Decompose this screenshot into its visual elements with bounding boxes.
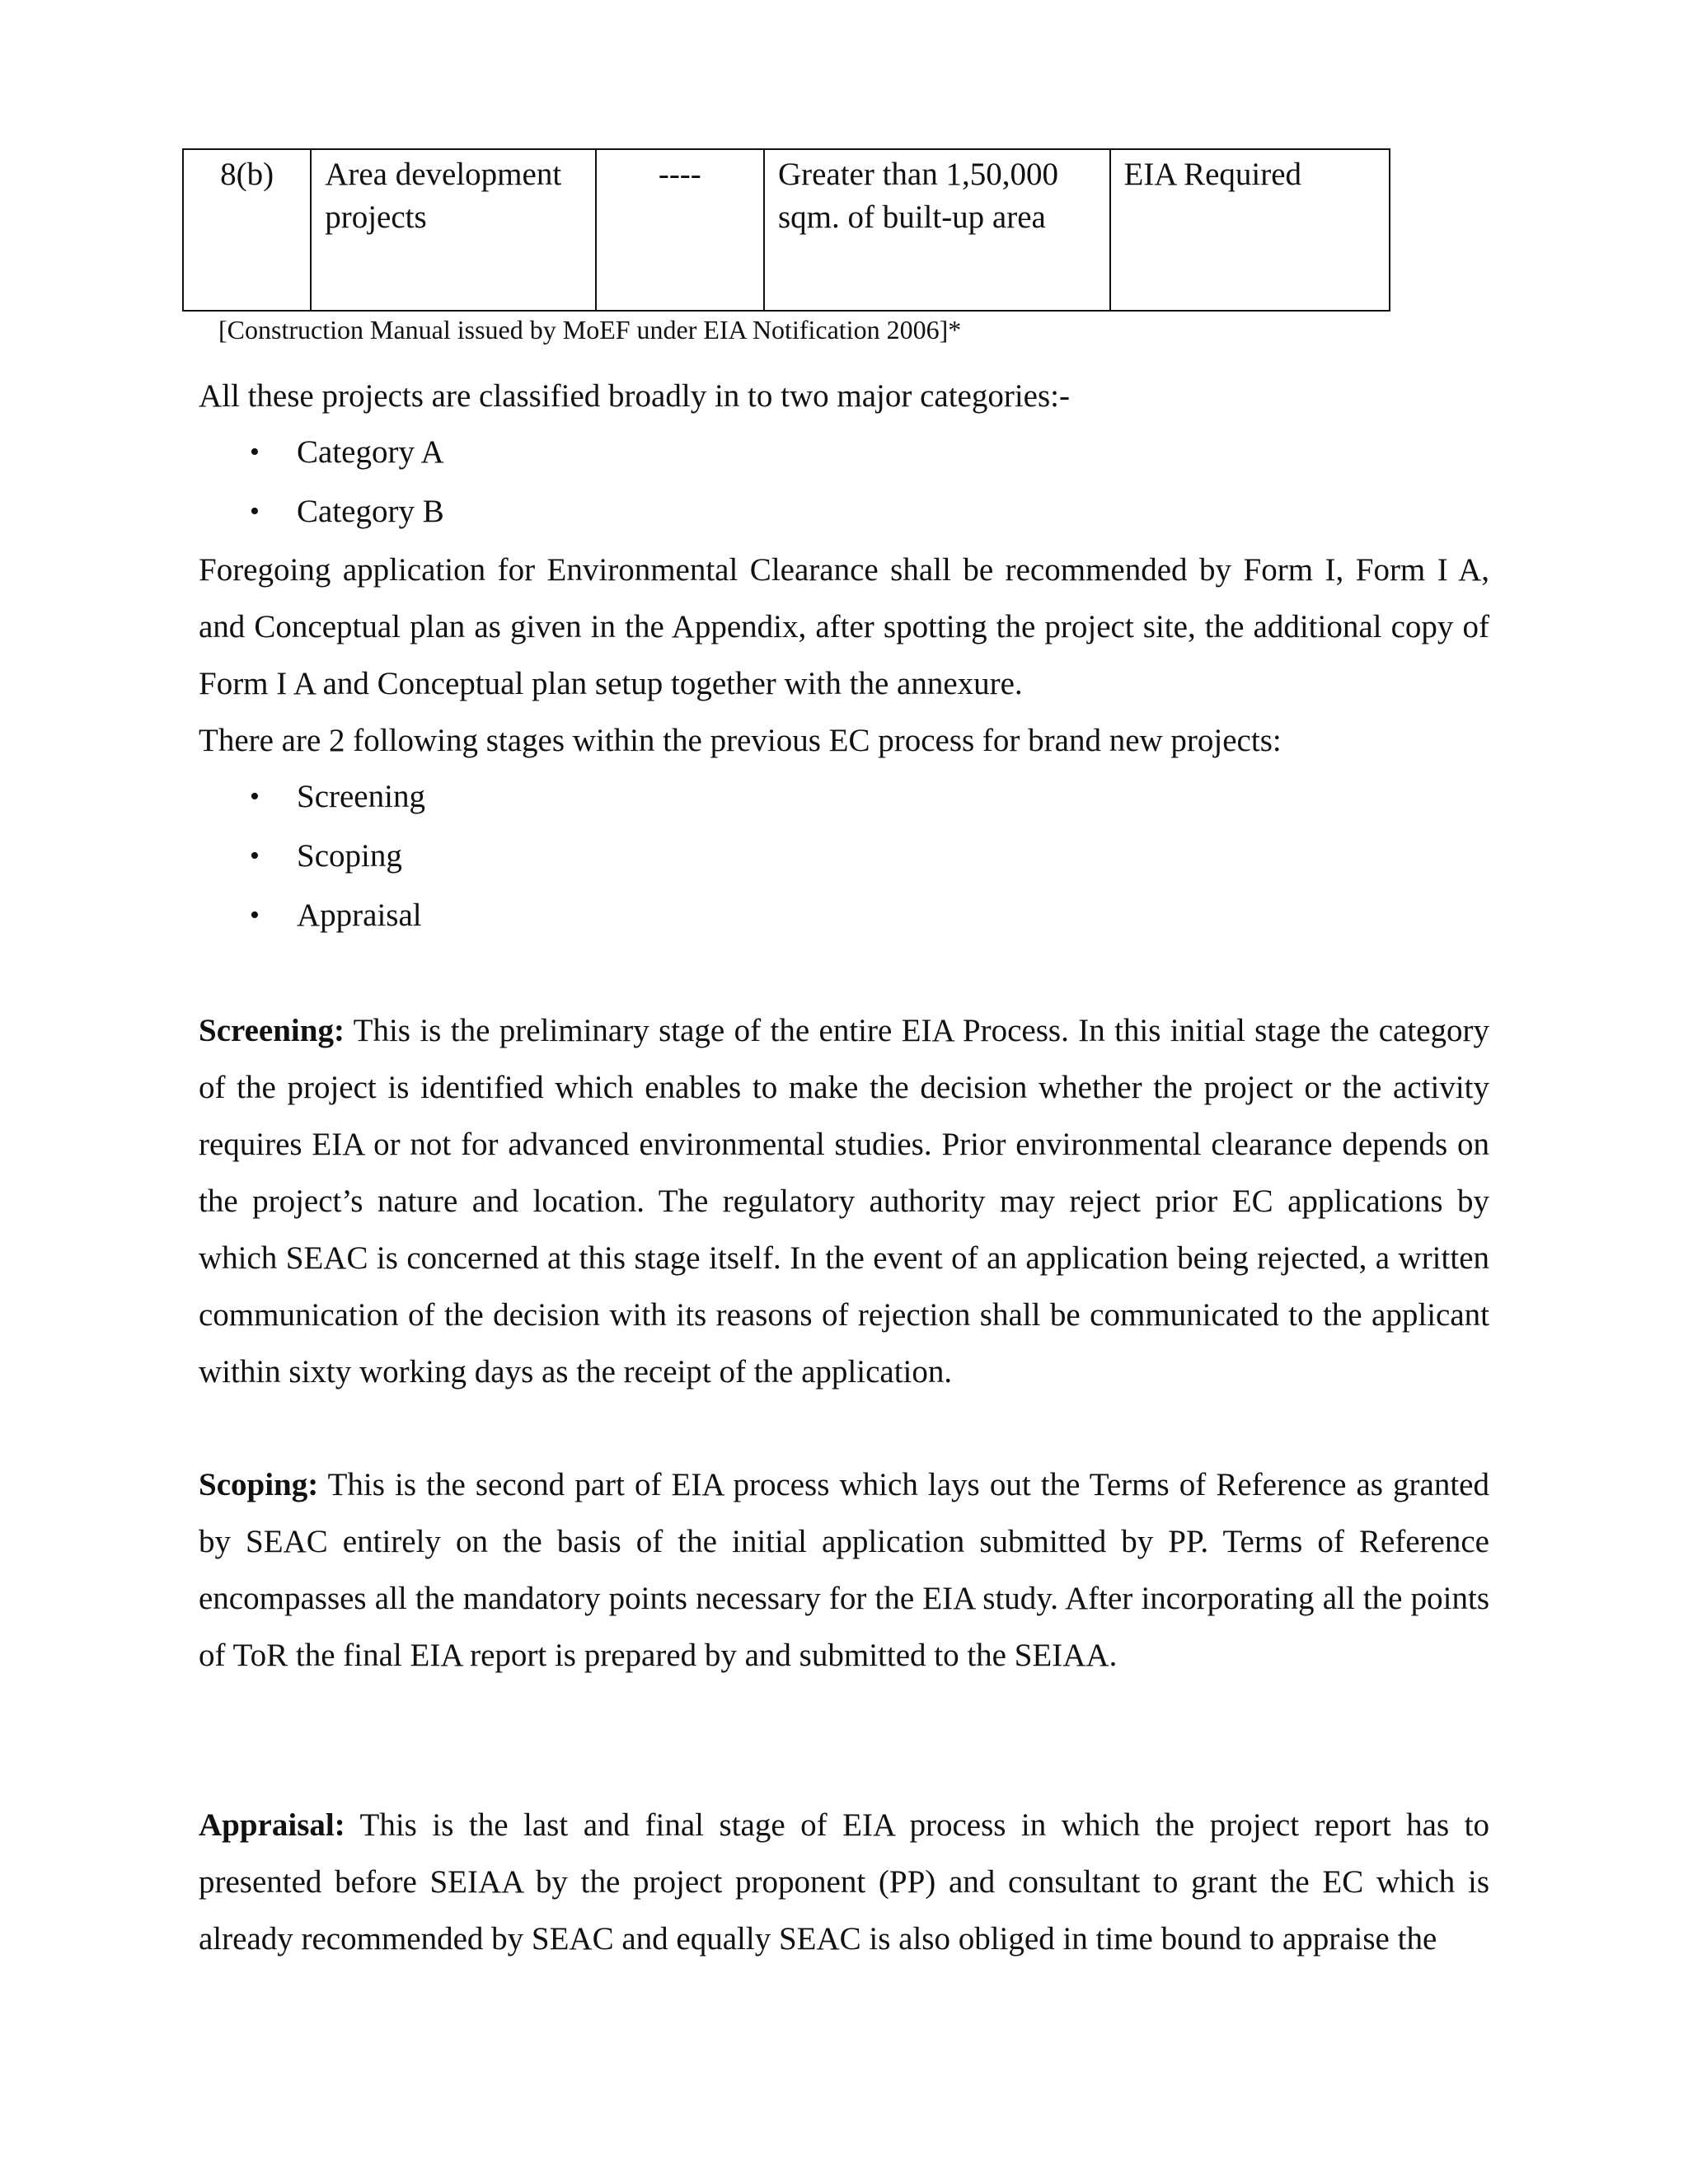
screening-heading: Screening: bbox=[199, 1013, 345, 1048]
application-paragraph: Foregoing application for Environmental Clearance shall be recommended by Form I, Form I A, and Conceptual plan as given in the Appendix, after spotting the project site, the additional copy of Form I A and Conceptual plan setup together with the annexure. bbox=[199, 552, 1489, 701]
scoping-heading: Scoping: bbox=[199, 1467, 319, 1502]
application-text bbox=[199, 541, 1489, 712]
list-item-label: Screening bbox=[297, 779, 425, 814]
intro-sentence: All these projects are classified broadly in to two major categories:- bbox=[199, 378, 1070, 414]
appraisal-heading: Appraisal: bbox=[199, 1807, 345, 1843]
list-item-label: Scoping bbox=[297, 838, 402, 874]
project-category-table bbox=[182, 148, 1390, 312]
bullet-icon: • bbox=[250, 841, 260, 871]
table-row bbox=[183, 149, 1390, 311]
list-item-label: Appraisal bbox=[297, 898, 422, 933]
threshold-cell: Greater than 1,50,000 sqm. of built-up area bbox=[764, 149, 1110, 311]
stages-list bbox=[199, 767, 425, 945]
category-list bbox=[199, 423, 444, 541]
scoping-section bbox=[199, 1456, 1489, 1684]
table-caption: [Construction Manual issued by MoEF under EIA Notification 2006]* bbox=[218, 315, 962, 344]
list-item-label: Category B bbox=[297, 494, 444, 529]
screening-paragraph bbox=[199, 1002, 1489, 1400]
list-item bbox=[199, 482, 444, 541]
appraisal-body: This is the last and final stage of EIA process in which the project report has to presented before SEIAA by the project proponent (PP) and consultant to grant the EC which is already recommended by SEAC and equally SEAC is also obliged in time bound to appraise the bbox=[199, 1807, 1489, 1957]
intro-text bbox=[199, 368, 1489, 424]
condition-cell: ---- bbox=[596, 149, 764, 311]
list-item bbox=[199, 886, 425, 945]
category-cell: EIA Required bbox=[1110, 149, 1390, 311]
item-number-cell: 8(b) bbox=[183, 149, 311, 311]
bullet-icon: • bbox=[250, 437, 260, 467]
stages-intro-sentence: There are 2 following stages within the previous EC process for brand new projects: bbox=[199, 723, 1282, 758]
bullet-icon: • bbox=[250, 781, 260, 812]
scoping-paragraph bbox=[199, 1456, 1489, 1684]
list-item bbox=[199, 827, 425, 886]
list-item bbox=[199, 767, 425, 827]
project-type-cell: Area development projects bbox=[311, 149, 595, 311]
scoping-body: This is the second part of EIA process which lays out the Terms of Reference as granted by SEAC entirely on the basis of the initial application submitted by PP. Terms of Reference encompasses all the mandatory points necessary for the EIA study. After incorporating all the points of ToR the final EIA report is prepared by and submitted to the SEIAA. bbox=[199, 1467, 1489, 1673]
list-item bbox=[199, 423, 444, 482]
screening-section bbox=[199, 1002, 1489, 1400]
bullet-icon: • bbox=[250, 496, 260, 527]
stages-intro-text bbox=[199, 712, 1489, 769]
appraisal-section bbox=[199, 1797, 1489, 1967]
appraisal-paragraph bbox=[199, 1797, 1489, 1967]
screening-body: This is the preliminary stage of the entire EIA Process. In this initial stage the category of the project is identified which enables to make the decision whether the project or the activity requires EIA or not for advanced environmental studies. Prior environmental clearance depends on the project’s nature and location. The regulatory authority may reject prior EC applications by which SEAC is concerned at this stage itself. In the event of an application being rejected, a written communication of the decision with its reasons of rejection shall be communicated to the applicant within sixty working days as the receipt of the application. bbox=[199, 1013, 1489, 1390]
bullet-icon: • bbox=[250, 900, 260, 930]
list-item-label: Category A bbox=[297, 434, 444, 470]
